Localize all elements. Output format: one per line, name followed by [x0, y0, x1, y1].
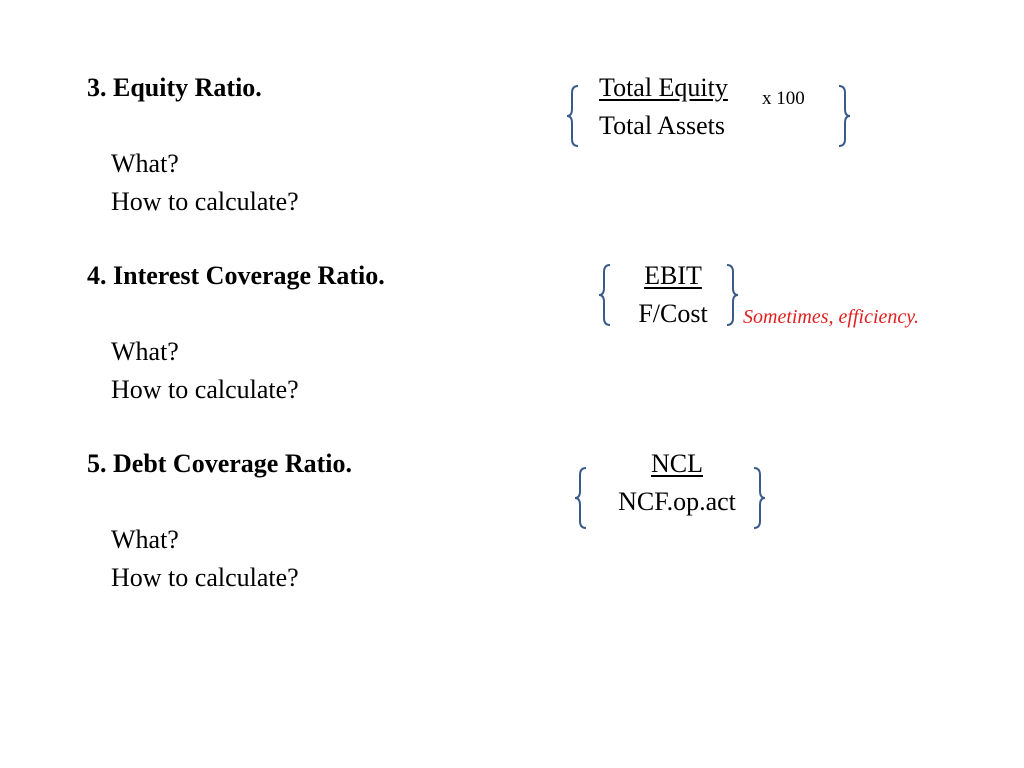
left-brace-icon [574, 467, 588, 529]
equity-what-question: What? [111, 149, 179, 178]
right-brace-icon [725, 264, 739, 326]
interest-denominator: F/Cost [638, 299, 708, 328]
interest-what-question: What? [111, 337, 179, 366]
debt-what-question: What? [111, 525, 179, 554]
interest-note: Sometimes, efficiency. [743, 306, 920, 328]
equity-how-question: How to calculate? [111, 187, 299, 216]
equity-numerator: Total Equity [599, 73, 728, 102]
heading-equity-ratio: 3. Equity Ratio. [87, 73, 262, 102]
right-brace-icon [837, 85, 851, 147]
debt-numerator: NCL [651, 449, 703, 478]
equity-multiplier: x 100 [762, 88, 805, 109]
left-brace-icon [598, 264, 612, 326]
right-brace-icon [752, 467, 766, 529]
debt-how-question: How to calculate? [111, 563, 299, 592]
left-brace-icon [566, 85, 580, 147]
debt-denominator: NCF.op.act [618, 487, 736, 516]
heading-interest-coverage-ratio: 4. Interest Coverage Ratio. [87, 261, 385, 290]
interest-how-question: How to calculate? [111, 375, 299, 404]
equity-denominator: Total Assets [599, 111, 726, 140]
heading-debt-coverage-ratio: 5. Debt Coverage Ratio. [87, 449, 352, 478]
interest-numerator: EBIT [644, 261, 702, 290]
